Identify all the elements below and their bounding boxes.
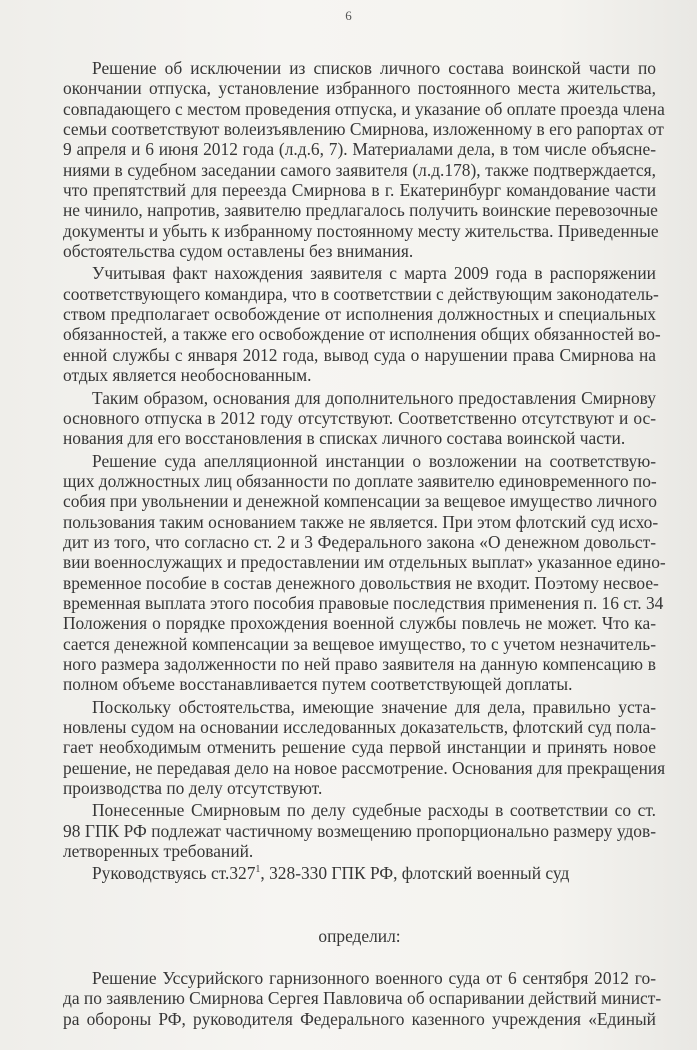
guided-by-line [63, 863, 656, 883]
paragraph [63, 263, 661, 386]
text-line: окончании отпуска, установление избранного постоянного места жительства, [63, 78, 656, 99]
text-line: документы и убыть к избранному постоянному месту жительства. Приведенные [63, 220, 659, 241]
text-line: обстоятельства судом оставлены без внимания. [63, 241, 414, 262]
text-line: 98 ГПК РФ подлежат частичному возмещению пропорционально размеру удов- [63, 820, 656, 841]
text-line: Таким образом, основания для дополнительного предоставления Смирнову [92, 387, 656, 408]
text-line: не чинило, напротив, заявителю предлагалось получить воинские перевозочные [63, 200, 658, 221]
decision-paragraph [63, 968, 662, 1029]
text-line: временная выплата этого пособия правовые последствия применения п. 16 ст. 34 [63, 592, 664, 613]
text-line: Понесенные Смирновым по делу судебные расходы в соответствии со ст. [92, 800, 656, 821]
text-line: летворенных требований. [63, 841, 254, 862]
text-line: временное пособие в состав денежного довольствия не входит. Поэтому несвое- [63, 572, 659, 593]
text-line: основного отпуска в 2012 году отсутствуют. Соответственно отсутствуют и ос- [63, 407, 656, 428]
decision-section [63, 968, 662, 1029]
text-line: что препятствий для переезда Смирнова в г. Екатеринбург командование части [63, 180, 656, 201]
text-line: пользования таким основанием также не является. При этом флотский суд исхо- [63, 511, 659, 532]
decision-heading: определил: [318, 925, 401, 946]
text-line: дит из того, что согласно ст. 2 и 3 Федерального закона «О денежном довольст- [63, 531, 656, 552]
paragraph [63, 58, 665, 262]
text-line: совпадающего с местом проведения отпуска, и указание об оплате проезда члена [63, 98, 665, 119]
text-line: ниями в судебном заседании самого заявителя (л.д.178), также подтверждается, [63, 159, 656, 180]
paragraph [63, 696, 666, 799]
guided-by-text-rest: , 328-330 ГПК РФ, флотский военный суд [260, 863, 570, 884]
text-line: сается денежной компенсации за вещевое имущество, то с учетом незначитель- [63, 633, 656, 654]
text-line: Учитывая факт нахождения заявителя с марта 2009 года в распоряжении [92, 263, 656, 284]
text-line: ного размера задолженности по ней право заявителя на данную компенсацию в [63, 653, 656, 674]
text-line: полном объеме восстанавливается путем соответствующей доплаты. [63, 674, 573, 695]
paragraph [63, 450, 666, 695]
paragraph [63, 800, 656, 861]
text-line: семьи соответствуют волеизъявлению Смирнова, изложенному в его рапортах от [63, 119, 664, 140]
text-line: Поскольку обстоятельства, имеющие значение для дела, правильно уста- [92, 696, 656, 717]
text-line: ством предполагает освобождение от исполнения должностных и специальных [63, 304, 656, 325]
document-body [63, 58, 666, 1031]
text-line: гает необходимым отменить решение суда первой инстанции и принять новое [63, 737, 656, 758]
text-line: 9 апреля и 6 июня 2012 года (л.д.6, 7). Материалами дела, в том числе объясне- [63, 139, 656, 160]
article-superscript: 1 [255, 864, 261, 876]
text-line: собия при увольнении и денежной компенсации за вещевое имущество личного [63, 491, 657, 512]
text-line: производства по делу отсутствуют. [63, 778, 323, 799]
text-line: решение, не передавая дело на новое рассмотрение. Основания для прекращения [63, 757, 666, 778]
page-number: 6 [345, 8, 352, 23]
text-line: отдых является необоснованным. [63, 365, 312, 386]
guided-by-text: Руководствуясь ст.327 [92, 863, 256, 884]
text-line: вии военнослужащих и предоставлении им отдельных выплат» указанное едино- [63, 552, 666, 573]
text-line: Положения о порядке прохождения военной службы повлечь не может. Что ка- [63, 613, 656, 634]
text-line: соответствующего командира, что в соответствии с действующим законодатель- [63, 283, 659, 304]
text-line: обязанностей, а также его освобождение от исполнения общих обязанностей во- [63, 324, 661, 345]
text-line: новлены судом на основании исследованных доказательств, флотский суд пола- [63, 717, 656, 737]
text-line: да по заявлению Смирнова Сергея Павловича об оспаривании действий минист- [63, 988, 662, 1009]
text-line: Решение об исключении из списков личного состава воинской части по [92, 58, 656, 78]
text-line: Решение суда апелляционной инстанции о возложении на соответствую- [92, 450, 656, 471]
paragraph [63, 388, 656, 449]
text-line: Решение Уссурийского гарнизонного военного суда от 6 сентября 2012 го- [92, 968, 656, 989]
text-line: ра обороны РФ, руководителя Федерального казенного учреждения «Единый [63, 1008, 656, 1029]
text-line: енной службы с января 2012 года, вывод суда о нарушении права Смирнова на [63, 344, 656, 365]
guided-by-paragraph [63, 863, 656, 883]
text-line: нования для его восстановления в списках личного состава воинской части. [63, 428, 626, 449]
reasoning-section [63, 58, 666, 862]
text-line: щих должностных лиц обязанности по доплате заявителю единовременного по- [63, 470, 657, 491]
